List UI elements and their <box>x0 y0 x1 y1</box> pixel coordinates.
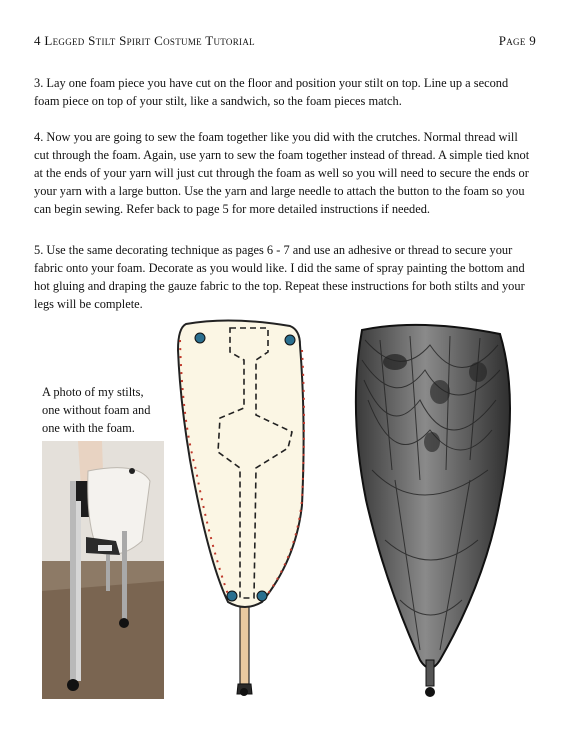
stilt-outline-dashed <box>218 328 292 598</box>
stitching-left <box>180 340 230 600</box>
stitching-right <box>260 350 304 604</box>
fabric-body <box>356 325 510 668</box>
caption-line: A photo of my stilts, <box>42 385 144 399</box>
caption-line: one with the foam. <box>42 421 135 435</box>
stilt-foot-tip <box>240 688 248 696</box>
step-5-paragraph: 5. Use the same decorating technique as pages 6 - 7 and use an adhesive or thread to secure your fabric onto your foam. Decorate as you would like. I did the same of spray painting the bottom and hot gluing and draping the gauze fabric to the top. Repeat these instructions for both stilts and your legs will be complete. <box>34 243 525 311</box>
photo-caption <box>42 383 162 437</box>
button-icon <box>227 591 237 601</box>
button-icon <box>257 591 267 601</box>
stilts-photo-image <box>42 441 164 699</box>
step-3-paragraph: 3. Lay one foam piece you have cut on the floor and position your stilt on top. Line up a second foam piece on top of your stilt, like a sandwich, so the foam pieces match. <box>34 76 509 108</box>
button-icon <box>195 333 205 343</box>
document-title: 4 Legged Stilt Spirit Costume Tutorial <box>34 33 255 48</box>
foam-stilt-drawing <box>178 320 304 696</box>
button-icon <box>285 335 295 345</box>
stilts-photo <box>42 441 164 699</box>
stilt-foot-tip <box>425 687 435 697</box>
page-header <box>34 33 536 51</box>
caption-line: one without foam and <box>42 403 151 417</box>
gauze-drape <box>362 336 500 650</box>
decorated-stilt-drawing <box>356 325 510 697</box>
stilt-foot <box>237 684 252 694</box>
step-4-paragraph: 4. Now you are going to sew the foam together like you did with the crutches. Normal thread will cut through the foam. Again, use yarn to sew the foam together instead of thread. A simple tied knot at the ends of your yarn will just cut through the foam as well so you will need to secure the ends or your yarn with a large button. Use the yarn and large needle to attach the button to the foam so you can begin sewing. Refer back to page 5 for more detailed instructions if needed. <box>34 130 530 216</box>
foam-piece <box>178 320 304 607</box>
page-number: Page 9 <box>498 33 536 48</box>
stilt-pole <box>240 600 249 684</box>
stilt-pole <box>426 660 434 686</box>
